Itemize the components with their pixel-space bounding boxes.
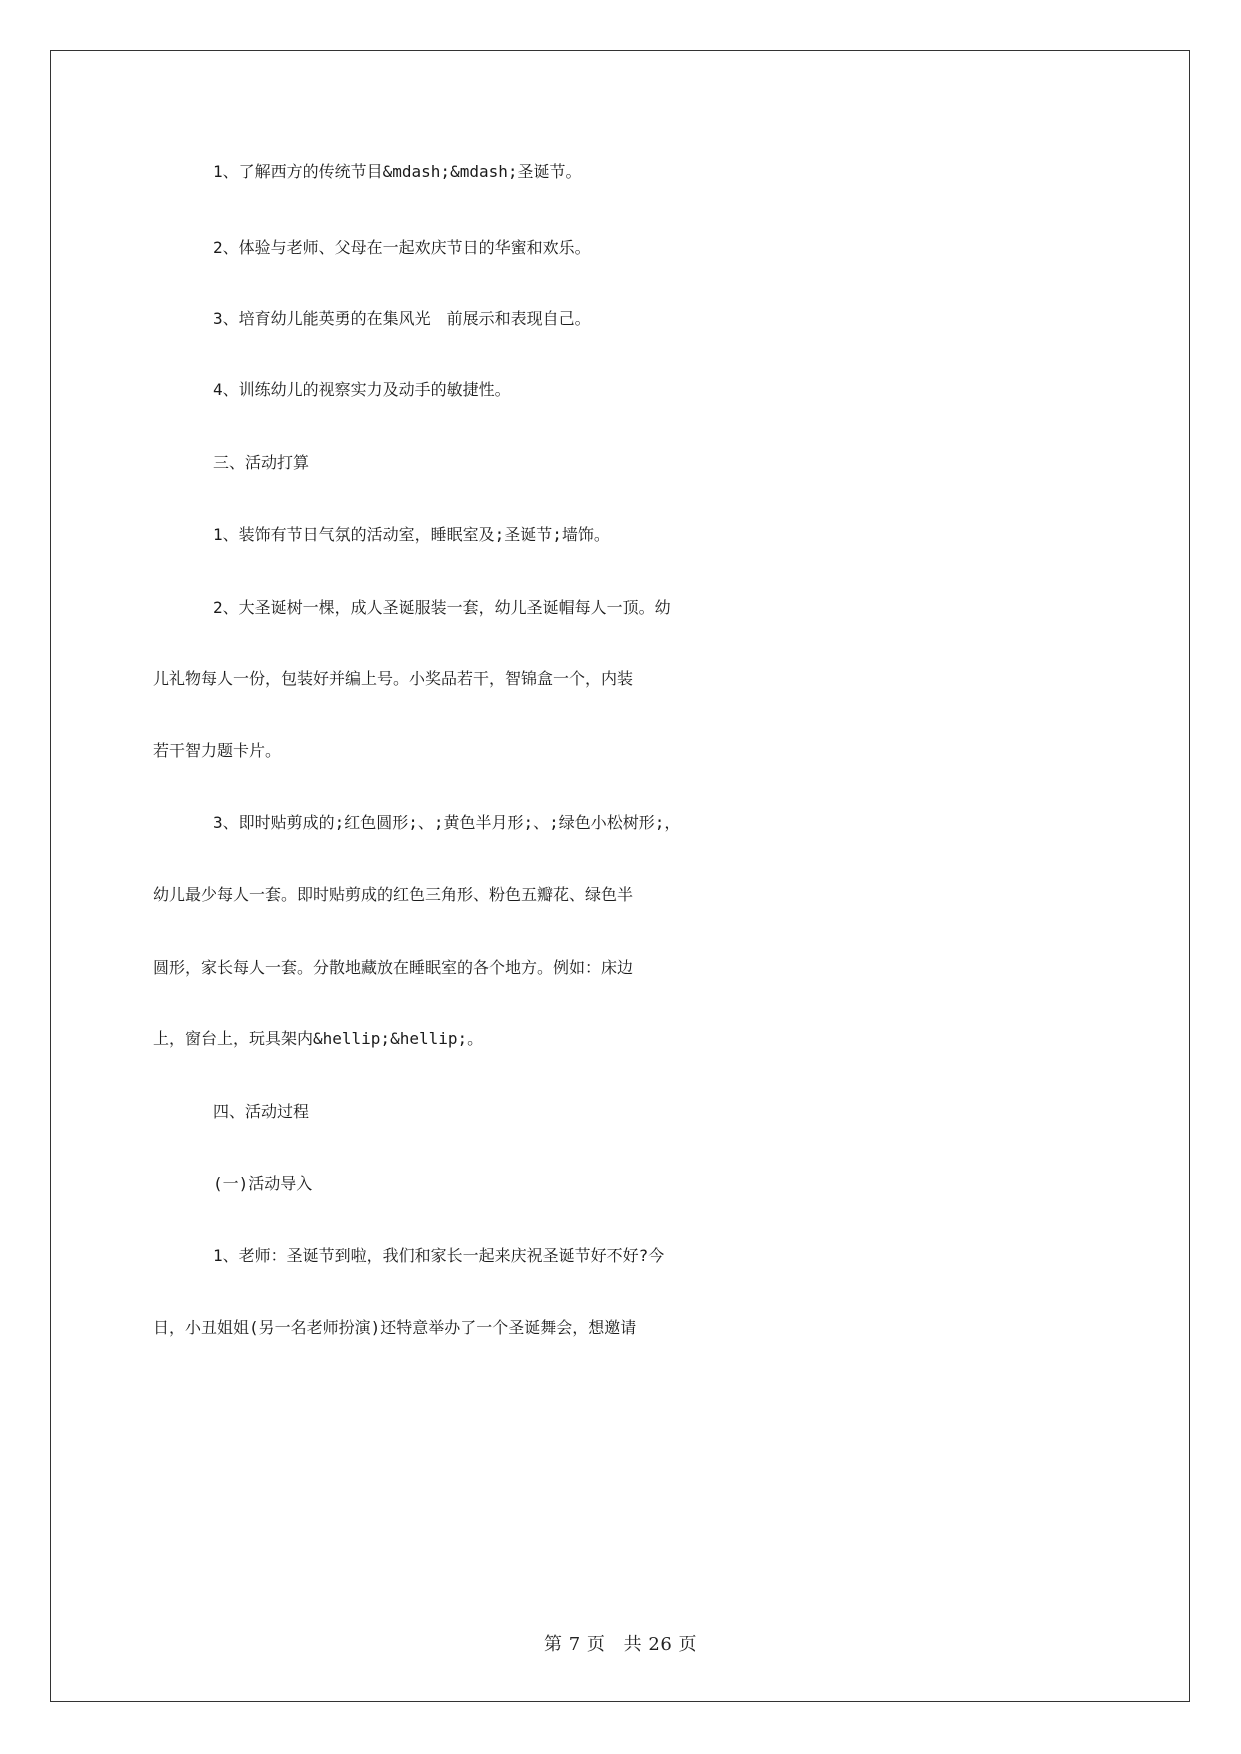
page-footer xyxy=(0,1630,1241,1656)
subsection-heading: (一)活动导入 xyxy=(213,1174,313,1193)
text-line: 幼儿最少每人一套。即时贴剪成的红色三角形、粉色五瓣花、绿色半 xyxy=(153,885,634,904)
text-line: 3、即时贴剪成的;红色圆形;、;黄色半月形;、;绿色小松树形;， xyxy=(213,813,681,832)
text-line: 1、了解西方的传统节目&mdash;&mdash;圣诞节。 xyxy=(213,162,582,181)
section-heading: 四、活动过程 xyxy=(213,1102,310,1121)
text-line: 上，窗台上，玩具架内&hellip;&hellip;。 xyxy=(153,1029,484,1048)
text-line: 3、培育幼儿能英勇的在集风光 前展示和表现自己。 xyxy=(213,309,591,328)
text-line: 2、体验与老师、父母在一起欢庆节日的华蜜和欢乐。 xyxy=(213,238,591,257)
text-line: 4、训练幼儿的视察实力及动手的敏捷性。 xyxy=(213,380,511,399)
page-number: 第 7 页 xyxy=(544,1634,606,1655)
text-line: 2、大圣诞树一棵，成人圣诞服装一套，幼儿圣诞帽每人一顶。幼 xyxy=(213,598,671,617)
section-heading: 三、活动打算 xyxy=(213,453,310,472)
text-line: 日，小丑姐姐(另一名老师扮演)还特意举办了一个圣诞舞会，想邀请 xyxy=(153,1318,637,1337)
text-line: 1、老师：圣诞节到啦，我们和家长一起来庆祝圣诞节好不好?今 xyxy=(213,1246,665,1265)
text-line: 若干智力题卡片。 xyxy=(153,741,282,760)
text-line: 1、装饰有节日气氛的活动室，睡眠室及;圣诞节;墙饰。 xyxy=(213,525,610,544)
page-total: 共 26 页 xyxy=(623,1634,697,1655)
text-line: 儿礼物每人一份，包装好并编上号。小奖品若干，智锦盒一个，内装 xyxy=(153,669,634,688)
text-line: 圆形，家长每人一套。分散地藏放在睡眠室的各个地方。例如：床边 xyxy=(153,958,634,977)
